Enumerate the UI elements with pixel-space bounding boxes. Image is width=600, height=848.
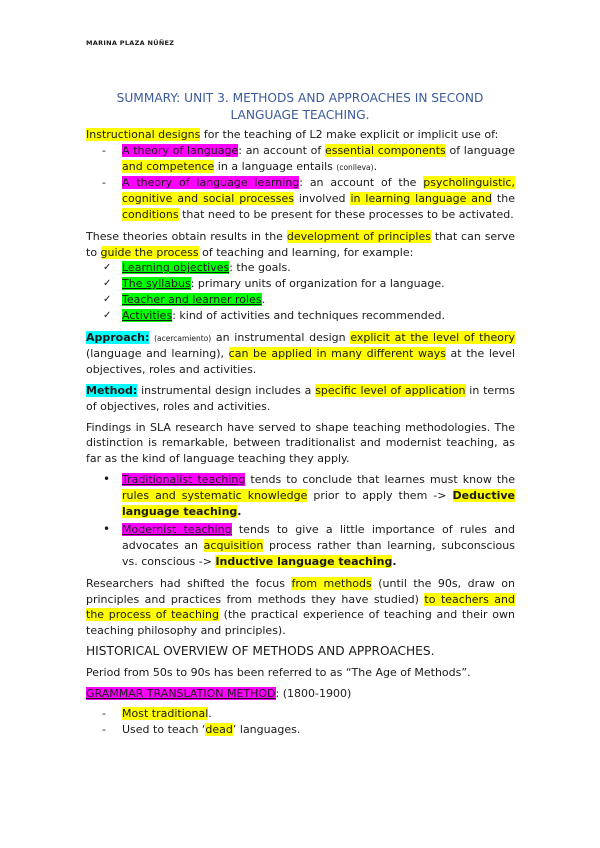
principles-paragraph xyxy=(86,229,515,261)
text-span: in terms of objectives, roles and activities. xyxy=(86,383,515,413)
section-intro: Period from 50s to 90s has been referred to as “The Age of Methods”. xyxy=(86,665,471,679)
intro-text: for the teaching of L2 make explicit or implicit use of: xyxy=(200,128,499,141)
text-span: instrumental design includes a xyxy=(137,383,316,397)
text-span: prior to apply them -> xyxy=(307,488,453,502)
text-span: . xyxy=(261,292,266,306)
highlight-explicit: explicit at the level of theory xyxy=(350,330,516,344)
text-span: the xyxy=(492,192,515,206)
list-item-learning-objectives xyxy=(86,260,515,276)
text-span: of teaching and learning, for example: xyxy=(198,245,414,259)
highlight-modernist: Modernist teaching xyxy=(122,523,232,537)
highlight-most-traditional: Most traditional xyxy=(122,707,209,721)
section-heading: HISTORICAL OVERVIEW OF METHODS AND APPROACHES. xyxy=(86,643,435,658)
dash-marker: - xyxy=(102,707,106,721)
highlight-learning-language: in learning language and xyxy=(350,192,493,206)
highlight-traditionalist: Traditionalist teaching xyxy=(122,472,246,486)
text-span: These theories obtain results in the xyxy=(86,229,287,243)
list-item-most-traditional xyxy=(86,706,515,722)
highlight-competence: and competence xyxy=(122,159,215,173)
text-span: : kind of activities and techniques recommended. xyxy=(172,308,445,322)
text-span: ’ languages. xyxy=(232,723,301,737)
gtm-dates: : (1800-1900) xyxy=(275,686,352,700)
bullet-marker: • xyxy=(103,471,111,486)
researchers-paragraph xyxy=(86,576,515,639)
author-header: MARINA PLAZA NÚÑEZ xyxy=(86,39,175,47)
findings-paragraph: Findings in SLA research have served to shape teaching methodologies. The distinction is remarkable, between traditionalist and modernist teaching, as far as the kind of language teaching they apply. xyxy=(86,420,515,466)
highlight-to-teachers: to teachers and the process of teaching xyxy=(86,592,515,622)
list-item-activities xyxy=(86,308,515,324)
title-line-2: LANGUAGE TEACHING. xyxy=(230,108,370,122)
document-body xyxy=(86,127,515,744)
text-span: process rather than learning, subconscious vs. conscious -> xyxy=(122,539,515,568)
highlight-learning-objectives: Learning objectives xyxy=(122,261,230,275)
highlight-deductive: Deductive language teaching xyxy=(122,488,515,518)
dash-marker: - xyxy=(102,176,106,190)
gtm-heading xyxy=(86,686,515,702)
text-span: involved xyxy=(294,192,351,206)
highlight-from-methods: from methods xyxy=(291,576,372,590)
gtm-list xyxy=(86,706,515,738)
list-item-dead-languages xyxy=(86,722,515,738)
note-acercamiento: (acercamiento) xyxy=(154,333,212,343)
method-term: Method: xyxy=(86,383,138,397)
text-span: that can serve to xyxy=(86,229,515,259)
highlight-theory-of-language: A theory of language xyxy=(122,143,239,157)
text-span: (the practical experience of teaching and their own teaching philosophy and principles). xyxy=(86,608,515,638)
teaching-list xyxy=(86,472,515,570)
highlight-applied: can be applied in many different ways xyxy=(228,347,446,361)
highlight-roles: Teacher and learner roles xyxy=(122,292,262,306)
text-span: Researchers had shifted the focus xyxy=(86,576,292,590)
principles-list xyxy=(86,260,515,323)
text-span: : the goals. xyxy=(229,261,291,275)
highlight-acquisition: acquisition xyxy=(203,539,264,553)
highlight-guide-the-process: guide the process xyxy=(100,245,199,259)
highlight-syllabus: The syllabus xyxy=(122,277,191,291)
checkmark-icon: ✓ xyxy=(103,309,112,321)
text-span: : primary units of organization for a language. xyxy=(190,277,445,291)
text-span: tends to conclude that learnes must know the xyxy=(245,472,515,486)
list-item-theory-learning xyxy=(86,175,515,222)
checkmark-icon: ✓ xyxy=(103,278,112,290)
highlight-rules: rules and systematic knowledge xyxy=(122,488,308,502)
text-span: of language xyxy=(445,143,515,157)
dash-marker: - xyxy=(102,723,106,737)
note-conlleva: (conlleva) xyxy=(336,162,374,172)
list-item-roles xyxy=(86,292,515,308)
approach-term: Approach: xyxy=(86,330,150,344)
highlight-theory-of-learning: A theory of language learning xyxy=(122,176,300,190)
text-span: . xyxy=(208,707,212,721)
text-span: : an account of xyxy=(238,143,325,157)
dash-marker: - xyxy=(102,143,106,157)
intro-paragraph xyxy=(86,127,515,143)
text-span: : an account of the xyxy=(299,176,424,190)
text-span: (until the 90s, draw on principles and practices from methods they have studied) xyxy=(86,576,516,606)
list-item-traditionalist xyxy=(86,472,515,519)
checkmark-icon: ✓ xyxy=(103,262,112,274)
text-span: Used to teach ‘ xyxy=(122,723,206,737)
highlight-instructional-designs: Instructional designs xyxy=(86,128,201,141)
checkmark-icon: ✓ xyxy=(103,293,112,305)
document-title xyxy=(86,90,514,124)
text-span: tends to give a little importance of rules and advocates an xyxy=(122,523,515,553)
highlight-processes: psycholinguistic, cognitive and social processes xyxy=(122,176,515,206)
highlight-essential-components: essential components xyxy=(324,143,446,157)
highlight-gtm: GRAMMAR TRANSLATION METHOD xyxy=(86,686,276,700)
title-line-1: SUMMARY: UNIT 3. METHODS AND APPROACHES IN SECOND xyxy=(116,91,484,105)
text-span: . xyxy=(373,159,378,173)
theories-list xyxy=(86,143,515,223)
method-paragraph xyxy=(86,383,515,415)
highlight-specific-level: specific level of application xyxy=(315,383,466,397)
text-span: . xyxy=(392,554,397,568)
text-span: an instrumental design xyxy=(211,330,351,344)
highlight-conditions: conditions xyxy=(122,207,179,221)
list-item-syllabus xyxy=(86,276,515,292)
text-span: (language and learning), xyxy=(86,347,229,361)
highlight-development-of-principles: development of principles xyxy=(286,229,431,243)
highlight-activities: Activities xyxy=(122,308,173,322)
text-span: in a language entails xyxy=(214,159,337,173)
highlight-dead: dead xyxy=(205,723,233,737)
bullet-marker: • xyxy=(103,522,111,537)
text-span: at the level objectives, roles and activities. xyxy=(86,347,515,377)
approach-paragraph xyxy=(86,330,515,378)
list-item-modernist xyxy=(86,522,515,569)
text-span: . xyxy=(237,504,242,518)
text-span: that need to be present for these processes to be activated. xyxy=(178,207,514,221)
highlight-inductive: Inductive language teaching xyxy=(215,554,393,568)
list-item-theory-language xyxy=(86,143,515,176)
